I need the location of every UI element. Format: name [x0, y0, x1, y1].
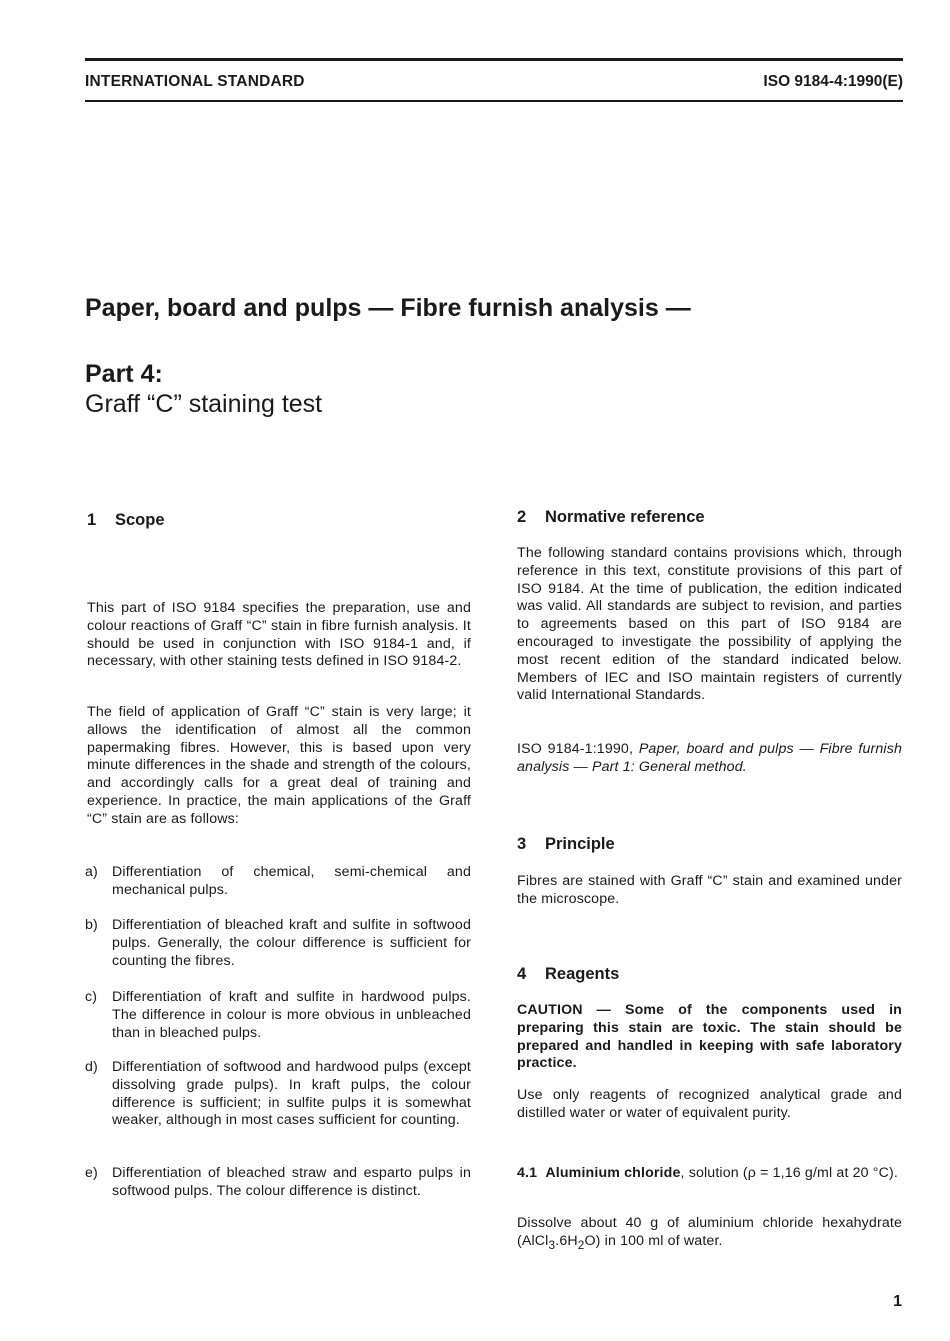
part-title: Graff “C” staining test: [85, 390, 323, 418]
page-number: 1: [893, 1293, 902, 1310]
list-marker: b): [85, 917, 98, 933]
subscript: 2: [577, 1237, 585, 1252]
reference-code: ISO 9184-1:1990,: [517, 741, 634, 757]
section-number: 2: [517, 508, 527, 526]
section-title: Normative reference: [545, 508, 705, 526]
subclause-name: Aluminium chloride: [545, 1165, 681, 1181]
list-text: Differentiation of kraft and sulfite in hardwood pulps. The difference in colour is more obvious in unbleached than in bleached pulps.: [112, 989, 471, 1041]
list-text: Differentiation of bleached straw and esparto pulps in softwood pulps. The colour difference is distinct.: [112, 1165, 471, 1199]
section-heading-normative-reference: [517, 508, 705, 527]
section-heading-principle: [517, 835, 615, 854]
subclause-number: 4.1: [517, 1165, 538, 1181]
dissolve-text: O) in 100 ml of water.: [584, 1232, 723, 1249]
dissolve-text: .6H: [555, 1232, 578, 1249]
document-number: ISO 9184-4:1990(E): [763, 73, 903, 90]
list-marker: c): [85, 989, 98, 1005]
list-text: Differentiation of softwood and hardwood pulps (except dissolving grade pulps). In kraft pulps, the colour difference is sufficient; in sulfite pulps it is somewhat weaker, although in most cases sufficient for counting.: [112, 1059, 471, 1129]
list-item: [87, 1059, 471, 1130]
normative-reference-entry: [517, 741, 902, 777]
list-marker: d): [85, 1059, 98, 1075]
list-item: [87, 917, 471, 970]
list-text: Differentiation of chemical, semi-chemical and mechanical pulps.: [112, 864, 471, 898]
principle-paragraph: Fibres are stained with Graff “C” stain and examined under the microscope.: [517, 873, 902, 907]
subclause-aluminium-chloride: [517, 1165, 902, 1183]
subscript: 3: [548, 1237, 556, 1252]
list-marker: a): [85, 864, 98, 880]
list-text: Differentiation of bleached kraft and sulfite in softwood pulps. Generally, the colour difference is sufficient for counting the fibres.: [112, 917, 471, 969]
section-number: 3: [517, 835, 527, 853]
dissolve-text: Dissolve about 40 g of aluminium chloride hexahydrate (AlCl: [517, 1215, 902, 1249]
section-title: Principle: [545, 835, 615, 853]
section-number: 1: [87, 511, 97, 529]
section-number: 4: [517, 965, 527, 983]
reagents-paragraph: Use only reagents of recognized analytical grade and distilled water or water of equivalent purity.: [517, 1087, 902, 1121]
list-marker: e): [85, 1165, 98, 1181]
list-item: [87, 1165, 471, 1201]
scope-paragraph-2: The field of application of Graff “C” stain is very large; it allows the identification of almost all the common papermaking fibres. However, this is based upon very minute differences in the shade and strength of the colours, and accordingly calls for a great deal of training and experience. In practice, the main applications of the Graff “C” stain are as follows:: [87, 704, 471, 827]
section-title: Scope: [115, 511, 165, 529]
header-top-rule: [85, 58, 903, 61]
document-type: INTERNATIONAL STANDARD: [85, 73, 305, 90]
list-item: [87, 864, 471, 900]
subclause-spec: , solution (ρ = 1,16 g/ml at 20 °C).: [680, 1165, 898, 1181]
part-label: Part 4:: [85, 360, 163, 388]
reference-title: Paper, board and pulps — Fibre furnish analysis — Part 1: General method.: [517, 741, 903, 775]
section-heading-reagents: [517, 965, 619, 984]
caution-notice: CAUTION — Some of the components used in preparing this stain are toxic. The stain should be prepared and handled in keeping with safe laboratory practice.: [517, 1002, 902, 1072]
scope-paragraph-1: This part of ISO 9184 specifies the preparation, use and colour reactions of Graff “C” stain in fibre furnish analysis. It should be used in conjunction with ISO 9184-1 and, if necessary, with other staining tests defined in ISO 9184-2.: [87, 600, 471, 670]
header-bottom-rule: [85, 100, 903, 102]
section-title: Reagents: [545, 965, 620, 983]
normative-paragraph: The following standard contains provisions which, through reference in this text, constitute provisions of this part of ISO 9184. At the time of publication, the edition indicated was valid. All standards are subject to revision, and parties to agreements based on this part of ISO 9184 are encouraged to investigate the possibility of applying the most recent edition of the standard indicated below. Members of IEC and ISO maintain registers of currently valid International Standards.: [517, 545, 902, 704]
dissolve-instruction: [517, 1215, 902, 1254]
document-title: Paper, board and pulps — Fibre furnish analysis —: [85, 294, 691, 322]
section-heading-scope: [87, 511, 165, 530]
list-item: [87, 989, 471, 1042]
